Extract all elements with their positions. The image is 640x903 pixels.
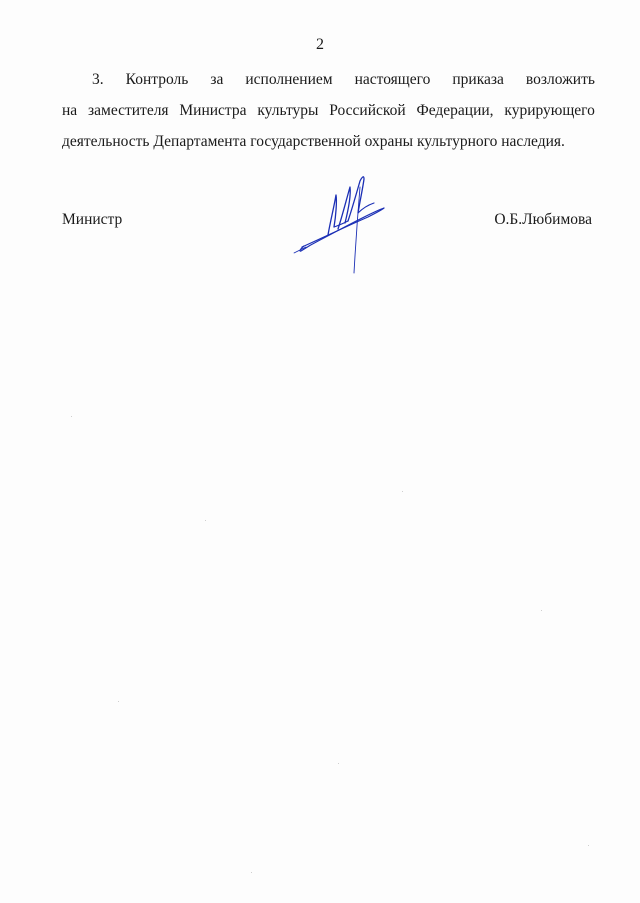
word: культуры [257, 102, 319, 119]
word: заместителя [88, 102, 169, 119]
word: 3. [92, 71, 104, 88]
word: настоящего [354, 71, 431, 88]
word: приказа [452, 71, 504, 88]
scan-speck [205, 520, 206, 521]
scan-speck [588, 845, 589, 846]
word: деятельность Департамента государственной охраны культурного наследия. [62, 133, 565, 150]
signatory-role: Министр [62, 211, 123, 228]
word: исполнением [245, 71, 333, 88]
scan-speck [251, 872, 252, 873]
paragraph-line-1 [62, 64, 595, 95]
scan-speck [402, 491, 403, 492]
word: возложить [525, 71, 595, 88]
scan-speck [118, 701, 119, 702]
word: на [62, 102, 78, 119]
scan-speck [338, 763, 339, 764]
paragraph-3 [62, 64, 595, 157]
word: Министра [179, 102, 247, 119]
paragraph-line-2 [62, 95, 595, 126]
handwritten-signature [290, 165, 400, 280]
scan-speck [541, 610, 542, 611]
word: курирующего [504, 102, 595, 119]
page-number: 2 [316, 36, 324, 53]
word: Российской [329, 102, 406, 119]
paragraph-line-3 [62, 126, 595, 157]
word: Федерации, [416, 102, 494, 119]
word: за [210, 71, 224, 88]
scan-speck [71, 416, 72, 417]
signatory-name: О.Б.Любимова [494, 211, 592, 228]
word: Контроль [125, 71, 189, 88]
